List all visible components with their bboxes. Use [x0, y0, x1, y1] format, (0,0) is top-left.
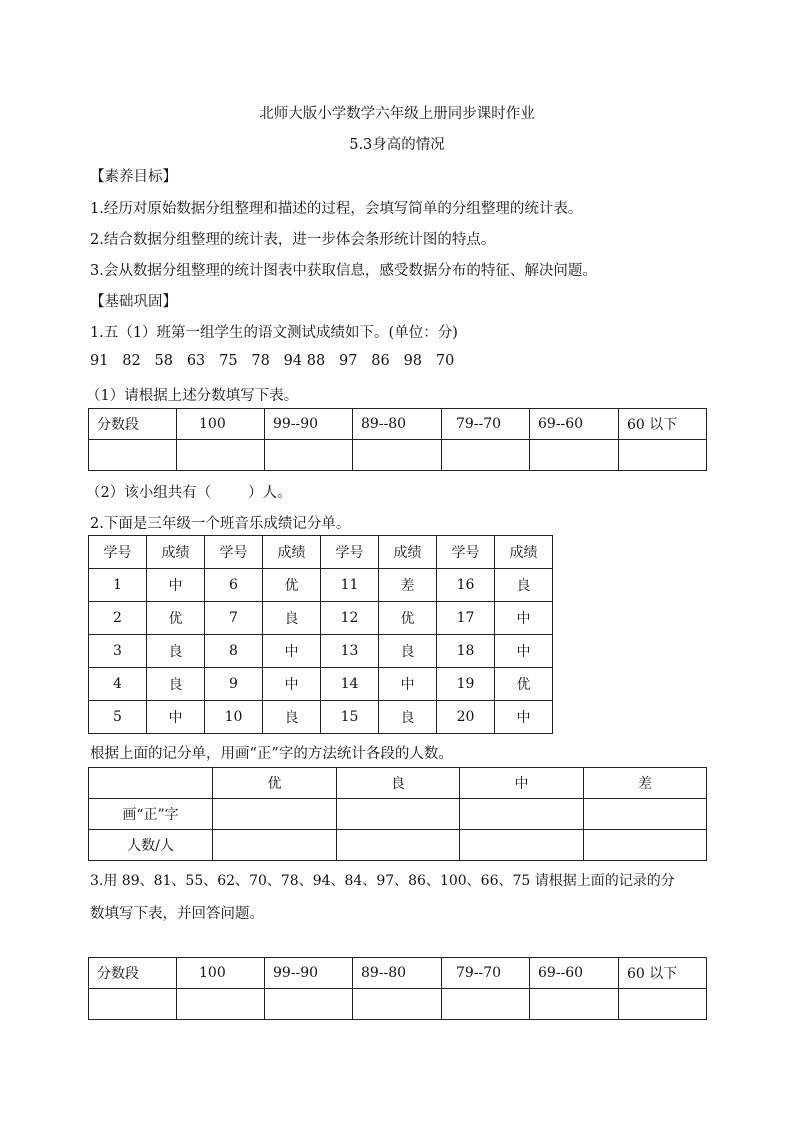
table-header-cell: [89, 768, 213, 799]
table-header-cell: 学号: [321, 536, 379, 569]
answer-cell[interactable]: [584, 799, 707, 830]
table-row: [89, 536, 553, 569]
table-header-cell: 69--60: [530, 958, 619, 989]
answer-cell[interactable]: [265, 440, 353, 471]
table-cell: 10: [205, 701, 263, 734]
table-row: [89, 701, 553, 734]
table-header-cell: 学号: [89, 536, 147, 569]
q1-scores: 91 82 58 63 75 78 94 88 97 86 98 70: [90, 353, 455, 369]
answer-cell[interactable]: [530, 989, 619, 1020]
table-row: [89, 830, 707, 861]
goal-item-3: 3.会从数据分组整理的统计图表中获取信息，感受数据分布的特征、解决问题。: [90, 263, 597, 279]
table-header-cell: 成绩: [379, 536, 437, 569]
table-row: [89, 569, 553, 602]
table-cell: 中: [263, 635, 321, 668]
table-cell: 16: [437, 569, 495, 602]
table-row: [89, 440, 707, 471]
q1-stem: 1.五（1）班第一组学生的语文测试成绩如下。(单位：分): [90, 325, 458, 341]
table-header-cell: 100: [177, 958, 265, 989]
table-cell: 5: [89, 701, 147, 734]
table-row: [89, 799, 707, 830]
answer-cell[interactable]: [619, 440, 707, 471]
table-cell: 15: [321, 701, 379, 734]
goals-heading: 【素养目标】: [90, 169, 177, 185]
table-header-cell: 中: [460, 768, 584, 799]
table-header-cell: 89--80: [353, 409, 442, 440]
table-row: [89, 409, 707, 440]
table-cell: 良: [147, 635, 205, 668]
table-cell: 6: [205, 569, 263, 602]
table-cell: 良: [495, 569, 553, 602]
table-cell: 11: [321, 569, 379, 602]
table-cell: 中: [147, 569, 205, 602]
table-row: [89, 635, 553, 668]
table-row: [89, 989, 707, 1020]
answer-cell[interactable]: [460, 799, 584, 830]
table-row: [89, 602, 553, 635]
q2-music-score-table: [88, 535, 553, 734]
table-row: [89, 958, 707, 989]
table-header-cell: 差: [584, 768, 707, 799]
answer-cell[interactable]: [442, 440, 530, 471]
table-cell: 13: [321, 635, 379, 668]
answer-cell[interactable]: [265, 989, 353, 1020]
table-cell: 优: [147, 602, 205, 635]
row-label: 画“正”字: [89, 799, 213, 830]
answer-cell[interactable]: [213, 830, 337, 861]
answer-cell[interactable]: [353, 440, 442, 471]
table-cell: 良: [379, 635, 437, 668]
table-header-cell: 分数段: [89, 409, 177, 440]
table-cell: 优: [263, 569, 321, 602]
document-title: 北师大版小学数学六年级上册同步课时作业: [259, 106, 535, 122]
table-cell: 良: [263, 701, 321, 734]
q1-part2: （2）该小组共有（ ）人。: [86, 485, 292, 501]
answer-cell[interactable]: [89, 440, 177, 471]
table-cell: 1: [89, 569, 147, 602]
row-label: 人数/人: [89, 830, 213, 861]
table-header-cell: 69--60: [530, 409, 619, 440]
table-cell: 18: [437, 635, 495, 668]
q3-score-table: [88, 957, 707, 1020]
table-cell: 14: [321, 668, 379, 701]
q2-instruction: 根据上面的记分单，用画“正”字的方法统计各段的人数。: [90, 746, 453, 762]
table-cell: 良: [147, 668, 205, 701]
table-cell: 12: [321, 602, 379, 635]
table-header-cell: 100: [177, 409, 265, 440]
answer-cell[interactable]: [619, 989, 707, 1020]
answer-cell[interactable]: [213, 799, 337, 830]
q3-stem-line-1: 3.用 89、81、55、62、70、78、94、84、97、86、100、66、75 请根据上面的记录的分: [90, 873, 675, 889]
answer-cell[interactable]: [177, 989, 265, 1020]
table-header-cell: 分数段: [89, 958, 177, 989]
table-cell: 中: [495, 602, 553, 635]
answer-cell[interactable]: [337, 799, 460, 830]
q3-stem-line-2: 数填写下表，并回答问题。: [90, 906, 264, 922]
q2-stem: 2.下面是三年级一个班音乐成绩记分单。: [90, 516, 351, 532]
table-header-cell: 60 以下: [619, 958, 707, 989]
table-header-cell: 成绩: [263, 536, 321, 569]
table-header-cell: 79--70: [442, 958, 530, 989]
answer-cell[interactable]: [460, 830, 584, 861]
table-header-cell: 学号: [437, 536, 495, 569]
table-cell: 良: [263, 602, 321, 635]
table-cell: 2: [89, 602, 147, 635]
answer-cell[interactable]: [177, 440, 265, 471]
table-cell: 19: [437, 668, 495, 701]
table-header-cell: 成绩: [495, 536, 553, 569]
answer-cell[interactable]: [442, 989, 530, 1020]
table-cell: 中: [147, 701, 205, 734]
table-cell: 中: [495, 635, 553, 668]
table-cell: 中: [263, 668, 321, 701]
table-header-cell: 79--70: [442, 409, 530, 440]
table-cell: 9: [205, 668, 263, 701]
table-row: [89, 668, 553, 701]
table-header-cell: 99--90: [265, 958, 353, 989]
answer-cell[interactable]: [353, 989, 442, 1020]
answer-cell[interactable]: [337, 830, 460, 861]
table-cell: 良: [379, 701, 437, 734]
q1-part1: （1）请根据上述分数填写下表。: [86, 388, 299, 404]
goal-item-1: 1.经历对原始数据分组整理和描述的过程，会填写简单的分组整理的统计表。: [90, 201, 583, 217]
table-cell: 中: [379, 668, 437, 701]
table-header-cell: 学号: [205, 536, 263, 569]
lesson-subtitle: 5.3身高的情况: [349, 137, 445, 153]
table-row: [89, 768, 707, 799]
table-cell: 4: [89, 668, 147, 701]
table-header-cell: 99--90: [265, 409, 353, 440]
answer-cell[interactable]: [584, 830, 707, 861]
table-cell: 中: [495, 701, 553, 734]
goal-item-2: 2.结合数据分组整理的统计表，进一步体会条形统计图的特点。: [90, 232, 496, 248]
table-cell: 优: [495, 668, 553, 701]
basics-heading: 【基础巩固】: [90, 294, 177, 310]
table-header-cell: 优: [213, 768, 337, 799]
table-header-cell: 良: [337, 768, 460, 799]
answer-cell[interactable]: [89, 989, 177, 1020]
table-cell: 20: [437, 701, 495, 734]
table-cell: 3: [89, 635, 147, 668]
q2-tally-table: [88, 767, 707, 861]
table-header-cell: 89--80: [353, 958, 442, 989]
table-header-cell: 成绩: [147, 536, 205, 569]
table-cell: 17: [437, 602, 495, 635]
table-cell: 差: [379, 569, 437, 602]
answer-cell[interactable]: [530, 440, 619, 471]
table-cell: 优: [379, 602, 437, 635]
table-cell: 8: [205, 635, 263, 668]
table-header-cell: 60 以下: [619, 409, 707, 440]
table-cell: 7: [205, 602, 263, 635]
q1-score-table: [88, 408, 707, 471]
